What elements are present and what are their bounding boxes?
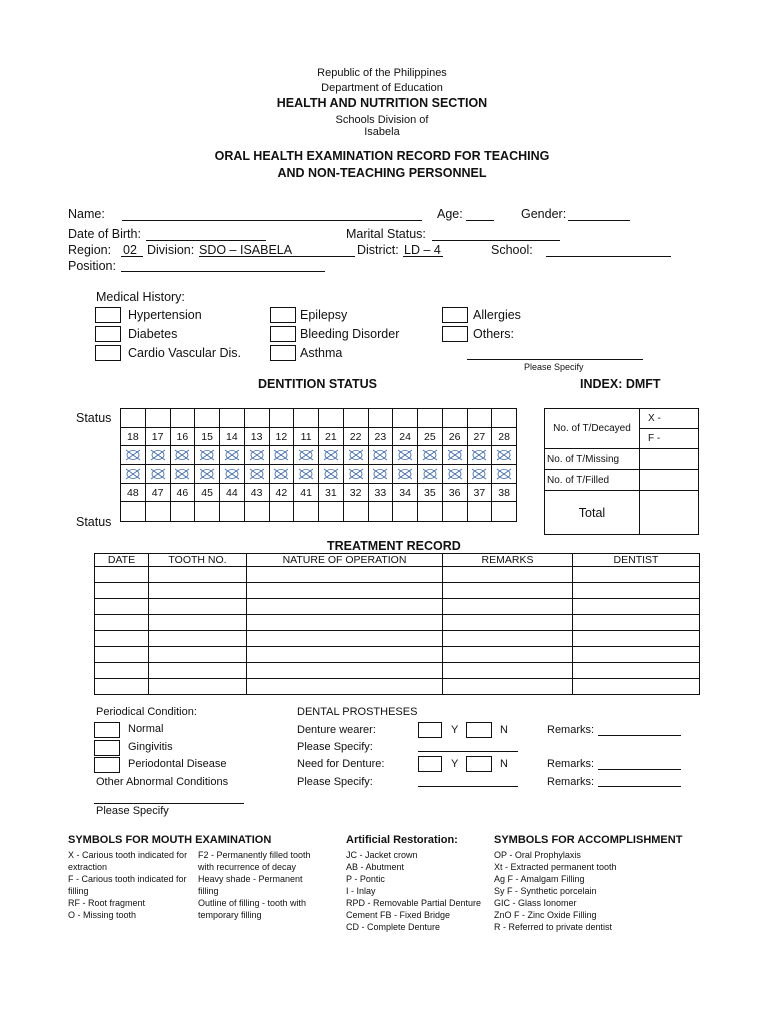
total-value[interactable] <box>640 491 699 535</box>
upper-tooth-diagram[interactable] <box>244 446 269 465</box>
treatment-cell[interactable] <box>573 599 700 615</box>
treatment-cell[interactable] <box>573 679 700 695</box>
tooth-number: 45 <box>195 484 220 502</box>
upper-status-cell[interactable] <box>195 409 220 428</box>
artificial-item: AB - Abutment <box>346 862 405 872</box>
lower-tooth-diagram[interactable] <box>244 465 269 484</box>
diabetes-checkbox[interactable] <box>95 326 121 342</box>
treatment-cell[interactable] <box>443 663 573 679</box>
division-underline <box>199 256 355 257</box>
treatment-cell[interactable] <box>443 631 573 647</box>
lower-tooth-diagram[interactable] <box>121 465 146 484</box>
dmft-index-table <box>544 408 699 535</box>
republic-text: Republic of the Philippines <box>317 67 447 79</box>
symbols-mouth-col2 <box>198 849 320 921</box>
tooth-number: 34 <box>393 484 418 502</box>
cardio-checkbox[interactable] <box>95 345 121 361</box>
treatment-cell[interactable] <box>247 663 443 679</box>
treatment-cell[interactable] <box>573 615 700 631</box>
lower-status-cell[interactable] <box>269 502 294 522</box>
upper-status-cell[interactable] <box>319 409 344 428</box>
name-field[interactable] <box>122 220 422 221</box>
upper-tooth-diagram[interactable] <box>220 446 245 465</box>
lower-status-cell[interactable] <box>294 502 319 522</box>
upper-status-cell[interactable] <box>145 409 170 428</box>
medical-history-label: Medical History: <box>96 290 185 304</box>
region-label: Region: <box>68 243 112 257</box>
age-field[interactable] <box>466 220 494 221</box>
tooth-number: 44 <box>220 484 245 502</box>
marital-label: Marital Status: <box>346 227 426 241</box>
school-field[interactable] <box>546 256 671 257</box>
treatment-cell[interactable] <box>443 583 573 599</box>
tooth-number: 41 <box>294 484 319 502</box>
artificial-item: P - Pontic <box>346 874 385 884</box>
extra-remarks-field[interactable] <box>598 786 681 787</box>
upper-tooth-diagram[interactable] <box>319 446 344 465</box>
treatment-cell[interactable] <box>149 567 247 583</box>
treatment-cell[interactable] <box>95 599 149 615</box>
f-label: F - <box>640 429 699 449</box>
tooth-number: 22 <box>343 428 368 446</box>
upper-status-cell[interactable] <box>121 409 146 428</box>
filled-label: No. of T/Filled <box>545 470 640 491</box>
wearer-remarks-label: Remarks: <box>547 724 595 736</box>
table-row <box>95 567 700 583</box>
decayed-label: No. of T/Decayed <box>545 409 640 449</box>
lower-tooth-diagram[interactable] <box>492 465 517 484</box>
lower-status-cell[interactable] <box>343 502 368 522</box>
treatment-cell[interactable] <box>443 647 573 663</box>
division-value: SDO – ISABELA <box>199 243 293 257</box>
allergies-checkbox[interactable] <box>442 307 468 323</box>
diabetes-label: Diabetes <box>128 327 178 341</box>
accomplishment-item: Xt - Extracted permanent tooth <box>494 862 617 872</box>
department-text: Department of Education <box>321 82 443 94</box>
col-nature: NATURE OF OPERATION <box>247 554 443 567</box>
treatment-cell[interactable] <box>95 583 149 599</box>
col-tooth-no: TOOTH NO. <box>149 554 247 567</box>
position-label: Position: <box>68 259 116 273</box>
upper-status-cell[interactable] <box>442 409 467 428</box>
tooth-number: 14 <box>220 428 245 446</box>
tooth-number: 37 <box>467 484 492 502</box>
treatment-cell[interactable] <box>573 631 700 647</box>
gender-field[interactable] <box>568 220 630 221</box>
lower-status-cell[interactable] <box>418 502 443 522</box>
accomplishment-item: GIC - Glass Ionomer <box>494 898 577 908</box>
other-abnormal-label: Other Abnormal Conditions <box>96 776 229 788</box>
cardio-label: Cardio Vascular Dis. <box>128 346 242 360</box>
wearer-yes-checkbox[interactable] <box>418 722 442 738</box>
artificial-item: JC - Jacket crown <box>346 850 418 860</box>
col-remarks: REMARKS <box>443 554 573 567</box>
marital-field[interactable] <box>432 240 560 241</box>
artificial-item: Cement FB - Fixed Bridge <box>346 910 451 920</box>
treatment-cell[interactable] <box>247 583 443 599</box>
upper-tooth-diagram[interactable] <box>195 446 220 465</box>
legend-outline: Outline of filling - tooth with temporary filling <box>198 898 307 920</box>
lower-tooth-diagram[interactable] <box>195 465 220 484</box>
wearer-no-label: N <box>500 724 508 736</box>
need-no-label: N <box>500 758 508 770</box>
tooth-number: 23 <box>368 428 393 446</box>
treatment-title: TREATMENT RECORD <box>327 539 461 553</box>
need-remarks-field[interactable] <box>598 769 681 770</box>
upper-tooth-diagram[interactable] <box>121 446 146 465</box>
periodical-label: Periodical Condition: <box>96 706 197 718</box>
epilepsy-label: Epilepsy <box>300 308 348 322</box>
treatment-cell[interactable] <box>95 631 149 647</box>
position-field[interactable] <box>121 271 325 272</box>
treatment-table <box>94 553 700 695</box>
tooth-number: 36 <box>442 484 467 502</box>
treatment-cell[interactable] <box>149 615 247 631</box>
upper-tooth-diagram[interactable] <box>467 446 492 465</box>
legend-heavy-shade: Heavy shade - Permanent filling <box>198 874 303 896</box>
upper-status-cell[interactable] <box>269 409 294 428</box>
upper-status-cell[interactable] <box>393 409 418 428</box>
treatment-cell[interactable] <box>149 663 247 679</box>
normal-checkbox[interactable] <box>94 722 120 738</box>
page-title-line1: ORAL HEALTH EXAMINATION RECORD FOR TEACHING <box>214 149 550 163</box>
lower-status-cell[interactable] <box>442 502 467 522</box>
treatment-cell[interactable] <box>247 615 443 631</box>
specify1-label: Please Specify: <box>297 741 373 753</box>
upper-status-cell[interactable] <box>294 409 319 428</box>
tooth-number: 25 <box>418 428 443 446</box>
treatment-cell[interactable] <box>573 567 700 583</box>
lower-status-cell[interactable] <box>368 502 393 522</box>
treatment-cell[interactable] <box>95 567 149 583</box>
tooth-number: 42 <box>269 484 294 502</box>
upper-tooth-diagram[interactable] <box>418 446 443 465</box>
table-row <box>95 679 700 695</box>
periodical-please-specify: Please Specify <box>96 805 169 817</box>
district-underline <box>403 256 443 257</box>
upper-status-cell[interactable] <box>368 409 393 428</box>
tooth-number: 27 <box>467 428 492 446</box>
legend-f: F - Carious tooth indicated for filling <box>68 874 187 896</box>
tooth-number: 12 <box>269 428 294 446</box>
legend-f2: F2 - Permanently filled tooth with recurrence of decay <box>198 850 311 872</box>
others-specify-field[interactable] <box>467 359 643 360</box>
prostheses-title: DENTAL PROSTHESES <box>297 706 418 718</box>
other-abnormal-field[interactable] <box>94 803 244 804</box>
upper-status-cell[interactable] <box>220 409 245 428</box>
upper-tooth-diagram[interactable] <box>170 446 195 465</box>
treatment-cell[interactable] <box>149 679 247 695</box>
bleeding-checkbox[interactable] <box>270 326 296 342</box>
upper-status-cell[interactable] <box>418 409 443 428</box>
bleeding-label: Bleeding Disorder <box>300 327 400 341</box>
treatment-cell[interactable] <box>247 647 443 663</box>
lower-tooth-diagram[interactable] <box>319 465 344 484</box>
periodontal-label: Periodontal Disease <box>128 758 227 770</box>
lower-status-cell[interactable] <box>121 502 146 522</box>
artificial-item: RPD - Removable Partial Denture <box>346 898 482 908</box>
x-label: X - <box>640 409 699 429</box>
tooth-number: 33 <box>368 484 393 502</box>
specify2-field[interactable] <box>418 786 518 787</box>
treatment-cell[interactable] <box>149 647 247 663</box>
dentition-title: DENTITION STATUS <box>258 377 377 391</box>
extra-remarks-label: Remarks: <box>547 776 595 788</box>
lower-tooth-diagram[interactable] <box>442 465 467 484</box>
gingivitis-label: Gingivitis <box>128 741 173 753</box>
legend-o: O - Missing tooth <box>68 910 137 920</box>
missing-value[interactable] <box>640 449 699 470</box>
denture-wearer-label: Denture wearer: <box>297 724 376 736</box>
accomplishment-item: Ag F - Amalgam Filling <box>494 874 585 884</box>
lower-status-cell[interactable] <box>492 502 517 522</box>
wearer-remarks-field[interactable] <box>598 735 681 736</box>
allergies-label: Allergies <box>473 308 521 322</box>
tooth-number: 13 <box>244 428 269 446</box>
tooth-number: 24 <box>393 428 418 446</box>
table-row <box>95 599 700 615</box>
treatment-cell[interactable] <box>149 583 247 599</box>
table-row <box>95 663 700 679</box>
treatment-cell[interactable] <box>573 647 700 663</box>
upper-tooth-diagram[interactable] <box>145 446 170 465</box>
upper-status-cell[interactable] <box>343 409 368 428</box>
table-row <box>95 583 700 599</box>
region-underline <box>121 256 143 257</box>
district-label: District: <box>357 243 399 257</box>
upper-tooth-diagram[interactable] <box>368 446 393 465</box>
tooth-number: 47 <box>145 484 170 502</box>
normal-label: Normal <box>128 723 164 735</box>
lower-tooth-diagram[interactable] <box>368 465 393 484</box>
district-value: LD – 4 <box>404 243 441 257</box>
wearer-yes-label: Y <box>451 724 459 736</box>
treatment-cell[interactable] <box>443 679 573 695</box>
tooth-number: 48 <box>121 484 146 502</box>
artificial-item: CD - Complete Denture <box>346 922 441 932</box>
accomplishment-list <box>494 849 704 933</box>
gingivitis-checkbox[interactable] <box>94 740 120 756</box>
missing-label: No. of T/Missing <box>545 449 640 470</box>
lower-status-cell[interactable] <box>393 502 418 522</box>
tooth-number: 11 <box>294 428 319 446</box>
hypertension-checkbox[interactable] <box>95 307 121 323</box>
table-row <box>95 647 700 663</box>
treatment-cell[interactable] <box>443 615 573 631</box>
upper-tooth-diagram[interactable] <box>492 446 517 465</box>
tooth-number: 15 <box>195 428 220 446</box>
total-label: Total <box>545 491 640 535</box>
need-no-checkbox[interactable] <box>466 756 492 772</box>
accomplishment-item: Sy F - Synthetic porcelain <box>494 886 597 896</box>
upper-status-cell[interactable] <box>492 409 517 428</box>
upper-tooth-diagram[interactable] <box>442 446 467 465</box>
treatment-cell[interactable] <box>247 567 443 583</box>
lower-tooth-diagram[interactable] <box>170 465 195 484</box>
age-label: Age: <box>437 207 463 221</box>
tooth-number: 31 <box>319 484 344 502</box>
periodontal-checkbox[interactable] <box>94 757 120 773</box>
accomplishment-item: ZnO F - Zinc Oxide Filling <box>494 910 597 920</box>
need-yes-label: Y <box>451 758 459 770</box>
lower-tooth-diagram[interactable] <box>418 465 443 484</box>
treatment-cell[interactable] <box>573 583 700 599</box>
lower-status-cell[interactable] <box>220 502 245 522</box>
status-label-lower: Status <box>76 515 112 529</box>
legend-rf: RF - Root fragment <box>68 898 146 908</box>
treatment-cell[interactable] <box>95 679 149 695</box>
treatment-cell[interactable] <box>149 599 247 615</box>
need-yes-checkbox[interactable] <box>418 756 442 772</box>
dob-label: Date of Birth: <box>68 227 141 241</box>
lower-tooth-diagram[interactable] <box>220 465 245 484</box>
tooth-number: 35 <box>418 484 443 502</box>
tooth-number: 46 <box>170 484 195 502</box>
tooth-number: 32 <box>343 484 368 502</box>
epilepsy-checkbox[interactable] <box>270 307 296 323</box>
table-row <box>95 631 700 647</box>
tooth-number: 21 <box>319 428 344 446</box>
accomplishment-item: R - Referred to private dentist <box>494 922 613 932</box>
page-title-line2: AND NON-TEACHING PERSONNEL <box>277 166 487 180</box>
upper-tooth-diagram[interactable] <box>393 446 418 465</box>
asthma-label: Asthma <box>300 346 343 360</box>
symbols-mouth-title: SYMBOLS FOR MOUTH EXAMINATION <box>68 834 272 846</box>
treatment-cell[interactable] <box>443 599 573 615</box>
lower-tooth-diagram[interactable] <box>145 465 170 484</box>
lower-tooth-diagram[interactable] <box>467 465 492 484</box>
lower-tooth-diagram[interactable] <box>393 465 418 484</box>
lower-status-cell[interactable] <box>467 502 492 522</box>
region-value: 02 <box>123 243 137 257</box>
division-line1: Schools Division of <box>335 114 429 126</box>
artificial-title: Artificial Restoration: <box>346 834 458 846</box>
col-dentist: DENTIST <box>573 554 700 567</box>
treatment-cell[interactable] <box>95 663 149 679</box>
tooth-number: 28 <box>492 428 517 446</box>
tooth-number: 18 <box>121 428 146 446</box>
treatment-cell[interactable] <box>95 615 149 631</box>
status-label-upper: Status <box>76 411 112 425</box>
others-please-specify: Please Specify <box>524 362 584 372</box>
upper-tooth-diagram[interactable] <box>294 446 319 465</box>
tooth-number: 16 <box>170 428 195 446</box>
lower-status-cell[interactable] <box>145 502 170 522</box>
name-label: Name: <box>68 207 105 221</box>
school-label: School: <box>491 243 533 257</box>
specify1-field[interactable] <box>418 751 518 752</box>
legend-x: X - Carious tooth indicated for extraction <box>68 850 188 872</box>
division-line2: Isabela <box>364 126 400 138</box>
treatment-cell[interactable] <box>573 663 700 679</box>
accomplishment-item: OP - Oral Prophylaxis <box>494 850 581 860</box>
treatment-cell[interactable] <box>443 567 573 583</box>
upper-tooth-diagram[interactable] <box>269 446 294 465</box>
filled-value[interactable] <box>640 470 699 491</box>
hypertension-label: Hypertension <box>128 308 202 322</box>
need-denture-label: Need for Denture: <box>297 758 385 770</box>
lower-tooth-diagram[interactable] <box>343 465 368 484</box>
others-checkbox[interactable] <box>442 326 468 342</box>
upper-tooth-diagram[interactable] <box>343 446 368 465</box>
lower-status-cell[interactable] <box>319 502 344 522</box>
upper-status-cell[interactable] <box>244 409 269 428</box>
section-title: HEALTH AND NUTRITION SECTION <box>276 96 488 110</box>
wearer-no-checkbox[interactable] <box>466 722 492 738</box>
tooth-number: 26 <box>442 428 467 446</box>
upper-status-cell[interactable] <box>170 409 195 428</box>
treatment-cell[interactable] <box>247 631 443 647</box>
upper-status-cell[interactable] <box>467 409 492 428</box>
division-label: Division: <box>147 243 195 257</box>
others-label: Others: <box>473 327 514 341</box>
need-remarks-label: Remarks: <box>547 758 595 770</box>
accomplishment-title: SYMBOLS FOR ACCOMPLISHMENT <box>494 834 683 846</box>
lower-status-cell[interactable] <box>244 502 269 522</box>
treatment-cell[interactable] <box>95 647 149 663</box>
tooth-number: 43 <box>244 484 269 502</box>
asthma-checkbox[interactable] <box>270 345 296 361</box>
symbols-mouth-col1 <box>68 849 196 921</box>
index-title: INDEX: DMFT <box>580 377 661 391</box>
tooth-number: 17 <box>145 428 170 446</box>
dentition-chart <box>120 408 517 522</box>
lower-tooth-diagram[interactable] <box>269 465 294 484</box>
specify2-label: Please Specify: <box>297 776 373 788</box>
treatment-cell[interactable] <box>149 631 247 647</box>
lower-tooth-diagram[interactable] <box>294 465 319 484</box>
artificial-item: I - Inlay <box>346 886 376 896</box>
lower-status-cell[interactable] <box>195 502 220 522</box>
treatment-cell[interactable] <box>247 679 443 695</box>
dob-field[interactable] <box>146 240 266 241</box>
col-date: DATE <box>95 554 149 567</box>
tooth-number: 38 <box>492 484 517 502</box>
treatment-cell[interactable] <box>247 599 443 615</box>
artificial-list <box>346 849 491 933</box>
gender-label: Gender: <box>521 207 567 221</box>
lower-status-cell[interactable] <box>170 502 195 522</box>
table-row <box>95 615 700 631</box>
